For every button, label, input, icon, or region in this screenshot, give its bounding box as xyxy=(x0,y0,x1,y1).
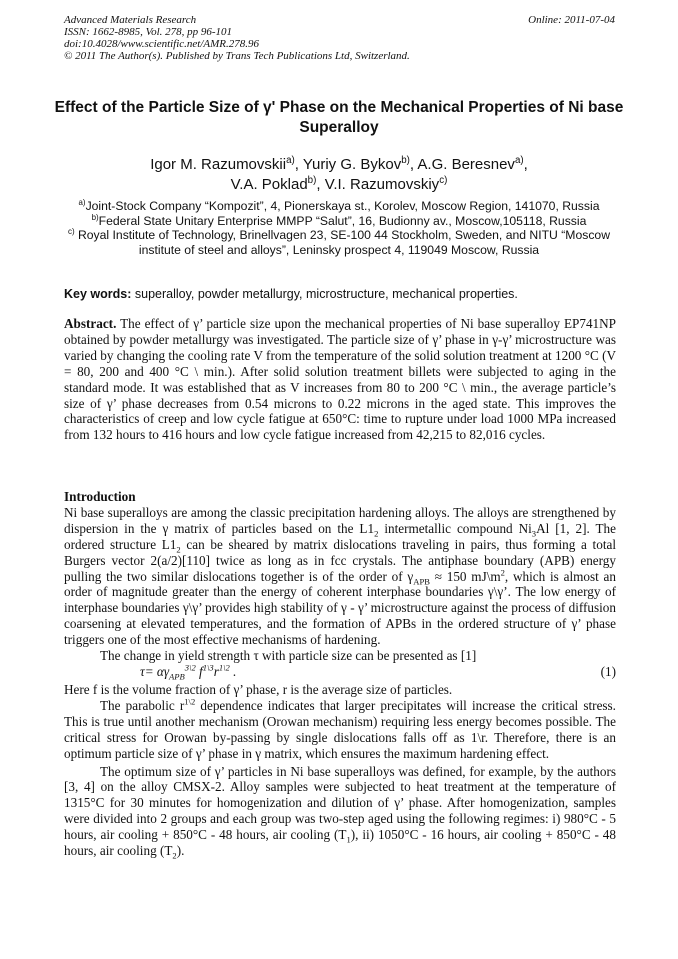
text-run: Ni base superalloys are among the classic precipitation hardening alloys. The alloys are strengthened by dispersion in the γ matrix of particles based on the L1 xyxy=(64,504,616,536)
text-run: , which is almost an order of magnitude greater than the energy of coherent interphase boundaries γ\γ’. The low energy of interphase boundaries γ\γ’ provides high stability of γ - γ’ microstructure against the process of diffusion coarsening at elevated temperatures, and the formation of APBs in the ordered structure of γ’ phase triggers one of the most effective mechanisms of hardening. xyxy=(64,568,616,648)
superscript: 3\2 xyxy=(184,662,196,673)
subscript: 3 xyxy=(531,528,537,539)
abstract-text: The effect of γ’ particle size upon the mechanical properties of Ni base superalloy EP741NP obtained by powder metallurgy was investigated. The particle size of γ’ phase in γ-γ’ microstructure was varied by changing the cooling rate V from the temperature of the solid solution treatment at 1200 °C (V = 80, 200 and 400 °C \ min.). After solid solution treatment billets were subjected to aging in the standard mode. It was established that as V increases from 80 to 200 °C \ min., the average particle’s size of γ’ phase decreases from 0.54 microns to 0.22 microns in the aged state. This improves the characteristics of creep and low cycle fatigue at 650°C: time to rupture under load 1000 MPa increased from 132 hours to 416 hours and low cycle fatigue increased from 42,215 to 82,016 cycles. xyxy=(64,316,616,443)
text-run: τ= αγ xyxy=(140,663,170,679)
journal-info xyxy=(64,14,410,62)
text-run: ), ii) 1050°C - 16 hours, air cooling + 850°C - 48 hours, air cooling (T xyxy=(64,827,616,859)
paragraph xyxy=(64,764,616,859)
text-run: can be sheared by matrix dislocations traveling in pairs, thus forming a total Burgers vector 2(a/2)[110] twice as long as in fcc crystals. The antiphase boundary (APB) energy pulling the two similar dislocations together is of the order of γ xyxy=(64,536,617,584)
subscript: 2 xyxy=(176,544,181,555)
paper-title: Effect of the Particle Size of γ' Phase on the Mechanical Properties of Ni base Superalloy xyxy=(54,99,624,136)
affiliation: $^{a)}$Joint-Stock Company “Kompozit”, 4, Pionerskaya st., Korolev, Moscow Region, 141070, Russia xyxy=(78,197,600,213)
author: V.I. Razumovskiy$^{c)}$ xyxy=(324,175,448,193)
superscript: 2 xyxy=(500,567,505,578)
author: V.A. Poklad$^{b)}$, xyxy=(230,175,325,193)
abstract-label: Abstract. xyxy=(64,316,117,331)
online-date: Online: 2011-07-04 xyxy=(528,14,615,26)
subscript: 2 xyxy=(172,850,177,861)
paragraph: Here f is the volume fraction of γ’ phase, r is the average size of particles. xyxy=(64,681,453,697)
text-run: The optimum size of γ’ particles in Ni base superalloys was defined, for example, by the authors [3, 4] on the alloy CMSX-2. Alloy samples were subjected to heat treatment at the temperature of 1315°C for 30 minutes for homogenization and dilution of γ’ phase. After homogenization, samples were divided into 2 groups and each group was two-step aged using the following regimes: i) 980°C - 5 hours, air cooling + 850°C - 48 hours, air cooling (T xyxy=(64,763,616,843)
subscript: APB xyxy=(413,576,430,587)
equation xyxy=(64,664,616,682)
affiliations xyxy=(50,199,628,257)
text-run: ). xyxy=(176,843,185,859)
keywords: Key words: superalloy, powder metallurgy, microstructure, mechanical properties. xyxy=(64,287,518,301)
paragraph: The change in yield strength τ with particle size can be presented as [1] xyxy=(100,648,477,664)
affiliation: $^{c)}$ Royal Institute of Technology, Brinellvagen 23, SE-100 44 Stockholm, Sweden, and NITU “Moscow institute of steel and alloys”, Leninsky prospect 4, 119049 Moscow, Russia xyxy=(67,227,610,257)
abstract xyxy=(64,316,616,443)
section-heading: Introduction xyxy=(64,489,136,504)
author: Yuriy G. Bykov$^{b)}$, xyxy=(302,155,418,173)
subscript: 2 xyxy=(374,528,379,539)
superscript: 1\2 xyxy=(218,662,230,673)
text-run: r xyxy=(213,663,219,679)
equation-formula xyxy=(140,664,236,680)
journal-name: Advanced Materials Research xyxy=(64,14,197,26)
author: Igor M. Razumovskii$^{a)}$, xyxy=(150,155,303,173)
doi: doi:10.4028/www.scientific.net/AMR.278.96 xyxy=(64,38,260,50)
text-run: intermetallic compound Ni xyxy=(378,520,532,536)
text-run: f xyxy=(195,663,203,679)
equation-number: (1) xyxy=(600,663,616,679)
subscript: 1 xyxy=(346,834,351,845)
text-run: Al [1, 2]. The ordered structure L1 xyxy=(64,520,616,552)
subscript: APB xyxy=(169,671,185,682)
text-run: . xyxy=(229,663,237,679)
introduction-section xyxy=(64,489,616,859)
author: A.G. Beresnev$^{a)}$, xyxy=(417,155,528,173)
text-run: ≈ 150 mJ\m xyxy=(429,568,501,584)
affiliation: $^{b)}$Federal State Unitary Enterprise MMPP “Salut”, 16, Budionny av., Moscow,105118, Russia xyxy=(91,212,587,228)
issn: ISSN: 1662-8985, Vol. 278, pp 96-101 xyxy=(64,26,233,38)
copyright: © 2011 The Author(s). Published by Trans Tech Publications Ltd, Switzerland. xyxy=(64,50,410,62)
superscript: 1\3 xyxy=(202,662,214,673)
text-run: dependence indicates that larger precipitates will increase the critical stress. This is true until another mechanism (Orowan mechanism) requiring less energy becomes possible. The critical stress for Orowan by-passing by single dislocations falls off as 1\r. Therefore, there is an optimum particle size of γ’ phase in γ matrix, which ensures the maximum hardening effect. xyxy=(64,697,616,761)
paragraph xyxy=(64,505,616,648)
paragraph xyxy=(64,698,616,762)
superscript: 1\2 xyxy=(184,696,196,707)
text-run: The parabolic r xyxy=(100,697,185,713)
authors xyxy=(50,155,628,195)
